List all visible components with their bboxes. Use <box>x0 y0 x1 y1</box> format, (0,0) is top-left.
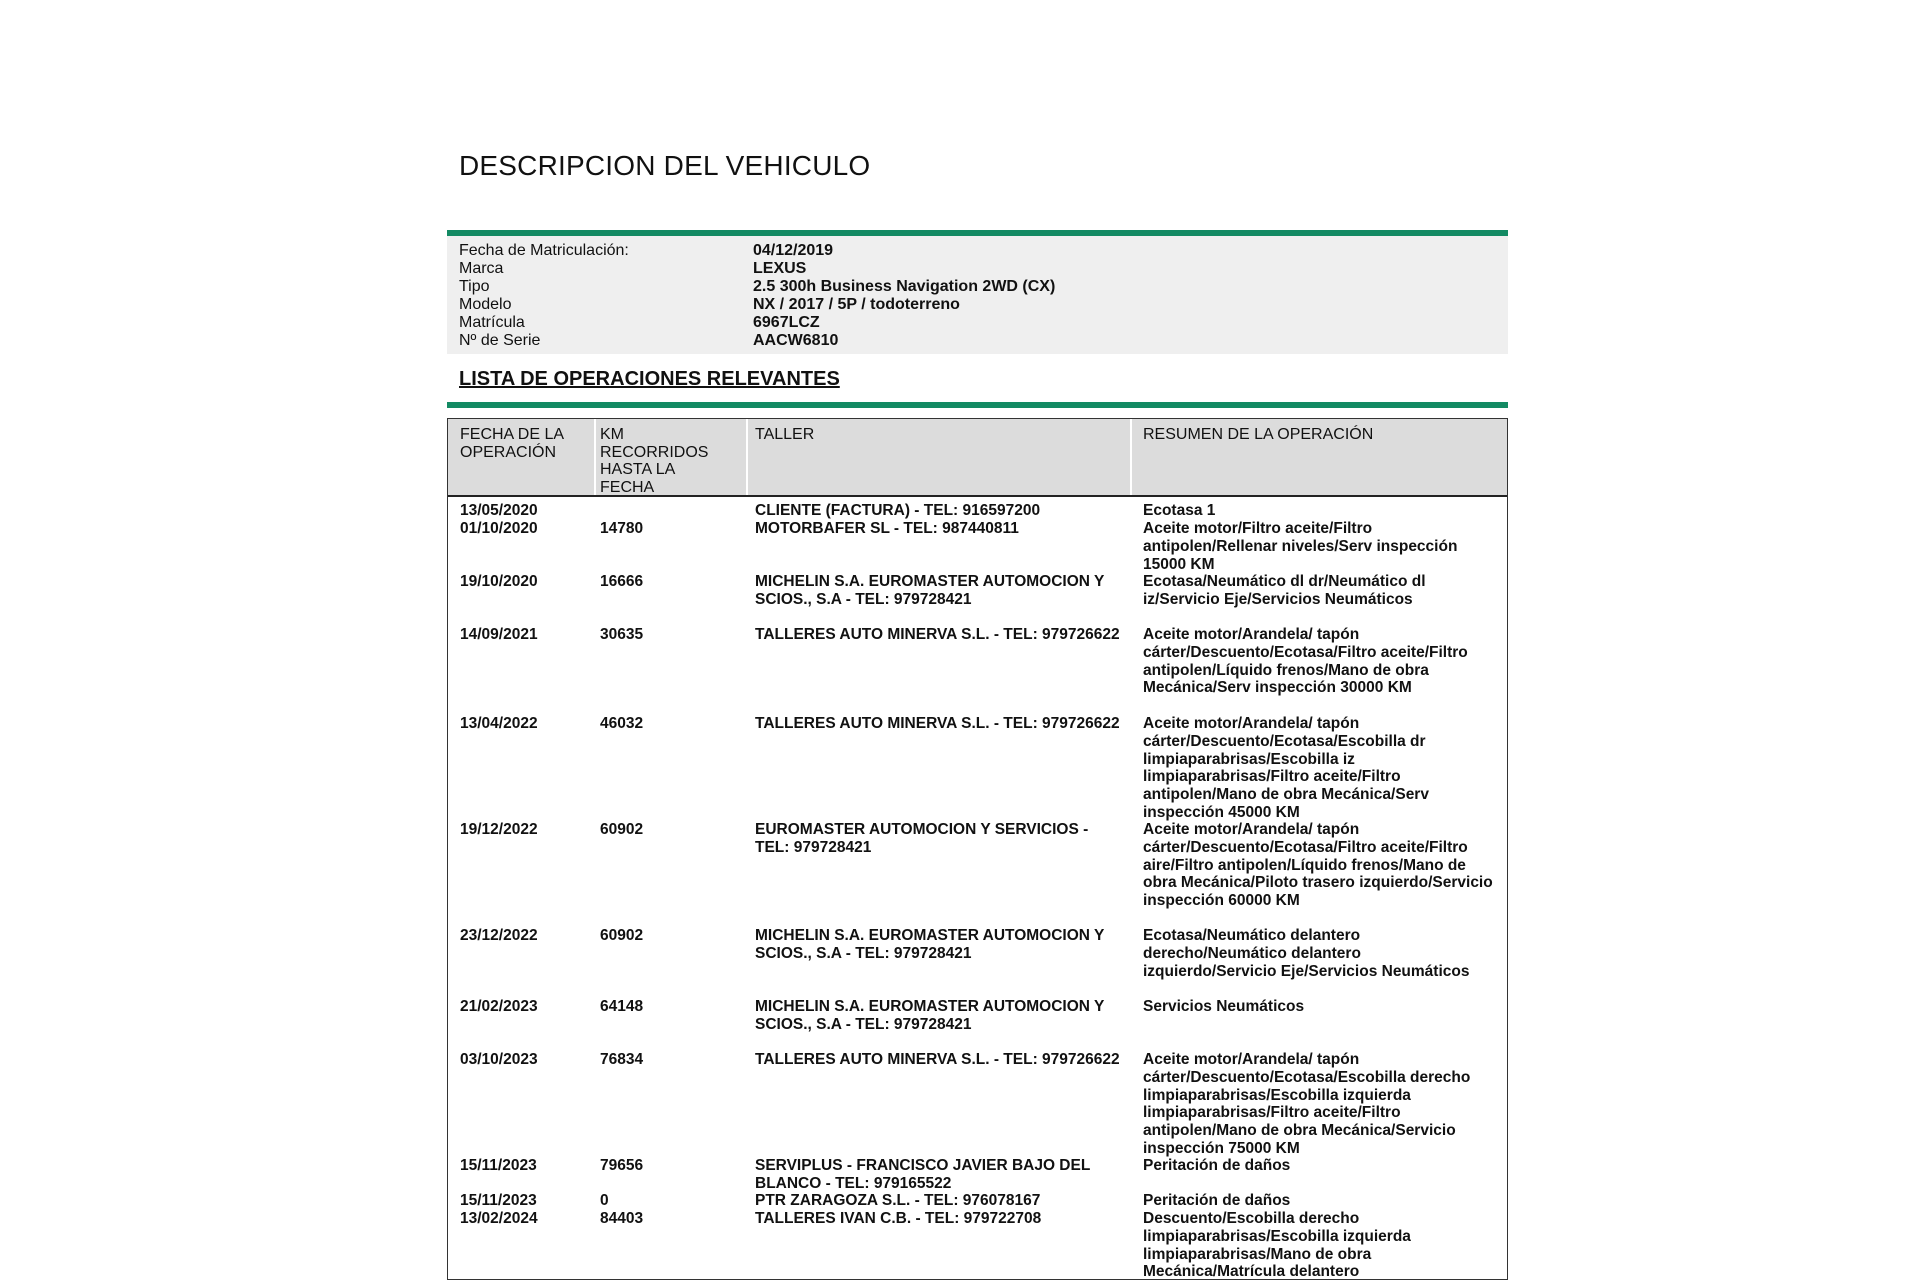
cell-km: 16666 <box>600 573 644 590</box>
cell-summary: Servicios Neumáticos <box>1143 998 1305 1015</box>
cell-summary: Peritación de daños <box>1143 1192 1291 1209</box>
cell-workshop: TALLERES IVAN C.B. - TEL: 979722708 <box>755 1210 1042 1227</box>
field-value: 2.5 300h Business Navigation 2WD (CX) <box>753 278 1056 295</box>
field-label: Modelo <box>459 296 512 313</box>
header-separator <box>1130 419 1132 495</box>
cell-workshop: EUROMASTER AUTOMOCION Y SERVICIOS - TEL: 979728421 <box>755 821 1089 856</box>
cell-km: 46032 <box>600 715 644 732</box>
field-value: NX / 2017 / 5P / todoterreno <box>753 296 960 313</box>
cell-summary: Aceite motor/Arandela/ tapón cárter/Descuento/Ecotasa/Filtro aceite/Filtro aire/Filtro antipolen/Líquido frenos/Mano de obra Mecánica/Piloto trasero izquierdo/Servicio inspección 60000 KM <box>1143 821 1493 910</box>
operations-section-title: LISTA DE OPERACIONES RELEVANTES <box>459 368 840 390</box>
cell-workshop: MICHELIN S.A. EUROMASTER AUTOMOCION Y SCIOS., S.A - TEL: 979728421 <box>755 998 1105 1033</box>
field-value: AACW6810 <box>753 332 839 349</box>
field-label: Marca <box>459 260 504 277</box>
cell-date: 01/10/2020 <box>460 520 538 537</box>
cell-workshop: SERVIPLUS - FRANCISCO JAVIER BAJO DEL BLANCO - TEL: 979165522 <box>755 1157 1091 1192</box>
cell-date: 21/02/2023 <box>460 998 538 1015</box>
cell-date: 13/04/2022 <box>460 715 538 732</box>
cell-summary: Ecotasa 1 <box>1143 502 1216 519</box>
cell-km: 60902 <box>600 821 644 838</box>
cell-km: 30635 <box>600 626 644 643</box>
cell-summary: Descuento/Escobilla derecho limpiaparabrisas/Escobilla izquierda limpiaparabrisas/Mano de obra Mecánica/Matrícula delantero <box>1143 1210 1411 1281</box>
cell-summary: Ecotasa/Neumático dl dr/Neumático dl iz/Servicio Eje/Servicios Neumáticos <box>1143 573 1426 608</box>
cell-km: 0 <box>600 1192 609 1209</box>
cell-km: 14780 <box>600 520 644 537</box>
cell-workshop: TALLERES AUTO MINERVA S.L. - TEL: 979726622 <box>755 715 1120 732</box>
document-title: DESCRIPCION DEL VEHICULO <box>459 150 871 181</box>
operations-section-rule <box>447 402 1508 408</box>
field-label: Tipo <box>459 278 490 295</box>
cell-km: 76834 <box>600 1051 644 1068</box>
cell-workshop: TALLERES AUTO MINERVA S.L. - TEL: 979726622 <box>755 626 1120 643</box>
cell-km: 60902 <box>600 927 644 944</box>
operations-table <box>447 418 1508 1280</box>
cell-date: 03/10/2023 <box>460 1051 538 1068</box>
column-header-km: KM RECORRIDOS HASTA LA FECHA <box>600 426 709 496</box>
cell-workshop: TALLERES AUTO MINERVA S.L. - TEL: 979726622 <box>755 1051 1120 1068</box>
cell-km: 84403 <box>600 1210 644 1227</box>
vehicle-description-box <box>447 236 1508 354</box>
cell-workshop: PTR ZARAGOZA S.L. - TEL: 976078167 <box>755 1192 1041 1209</box>
cell-workshop: MOTORBAFER SL - TEL: 987440811 <box>755 520 1019 537</box>
field-label: Fecha de Matriculación: <box>459 242 629 259</box>
cell-date: 15/11/2023 <box>460 1157 537 1174</box>
cell-workshop: MICHELIN S.A. EUROMASTER AUTOMOCION Y SCIOS., S.A - TEL: 979728421 <box>755 927 1105 962</box>
header-separator <box>594 419 596 495</box>
cell-date: 23/12/2022 <box>460 927 538 944</box>
cell-date: 19/10/2020 <box>460 573 538 590</box>
cell-summary: Ecotasa/Neumático delantero derecho/Neumático delantero izquierdo/Servicio Eje/Servicios Neumáticos <box>1143 927 1470 980</box>
cell-summary: Aceite motor/Arandela/ tapón cárter/Descuento/Ecotasa/Escobilla dr limpiaparabrisas/Escobilla iz limpiaparabrisas/Filtro aceite/Filtro antipolen/Mano de obra Mecánica/Serv inspección 45000 KM <box>1143 715 1429 821</box>
cell-summary: Peritación de daños <box>1143 1157 1291 1174</box>
cell-summary: Aceite motor/Arandela/ tapón cárter/Descuento/Ecotasa/Filtro aceite/Filtro antipolen/Líquido frenos/Mano de obra Mecánica/Serv inspección 30000 KM <box>1143 626 1468 697</box>
cell-workshop: CLIENTE (FACTURA) - TEL: 916597200 <box>755 502 1041 519</box>
cell-summary: Aceite motor/Arandela/ tapón cárter/Descuento/Ecotasa/Escobilla derecho limpiaparabrisas/Escobilla izquierda limpiaparabrisas/Filtro aceite/Filtro antipolen/Mano de obra Mecánica/Servicio inspección 75000 KM <box>1143 1051 1471 1157</box>
field-label: Matrícula <box>459 314 525 331</box>
cell-km: 79656 <box>600 1157 644 1174</box>
cell-km: 64148 <box>600 998 644 1015</box>
cell-date: 15/11/2023 <box>460 1192 537 1209</box>
cell-date: 19/12/2022 <box>460 821 538 838</box>
header-separator <box>746 419 748 495</box>
cell-workshop: MICHELIN S.A. EUROMASTER AUTOMOCION Y SCIOS., S.A - TEL: 979728421 <box>755 573 1105 608</box>
cell-date: 14/09/2021 <box>460 626 538 643</box>
field-value: LEXUS <box>753 260 807 277</box>
cell-date: 13/02/2024 <box>460 1210 538 1227</box>
column-header-workshop: TALLER <box>755 426 815 443</box>
cell-date: 13/05/2020 <box>460 502 538 519</box>
operations-table-header <box>448 419 1507 497</box>
column-header-date: FECHA DE LA OPERACIÓN <box>460 426 564 461</box>
column-header-summary: RESUMEN DE LA OPERACIÓN <box>1143 426 1374 443</box>
cell-summary: Aceite motor/Filtro aceite/Filtro antipolen/Rellenar niveles/Serv inspección 15000 KM <box>1143 520 1458 573</box>
field-label: Nº de Serie <box>459 332 541 349</box>
field-value: 6967LCZ <box>753 314 820 331</box>
field-value: 04/12/2019 <box>753 242 834 259</box>
